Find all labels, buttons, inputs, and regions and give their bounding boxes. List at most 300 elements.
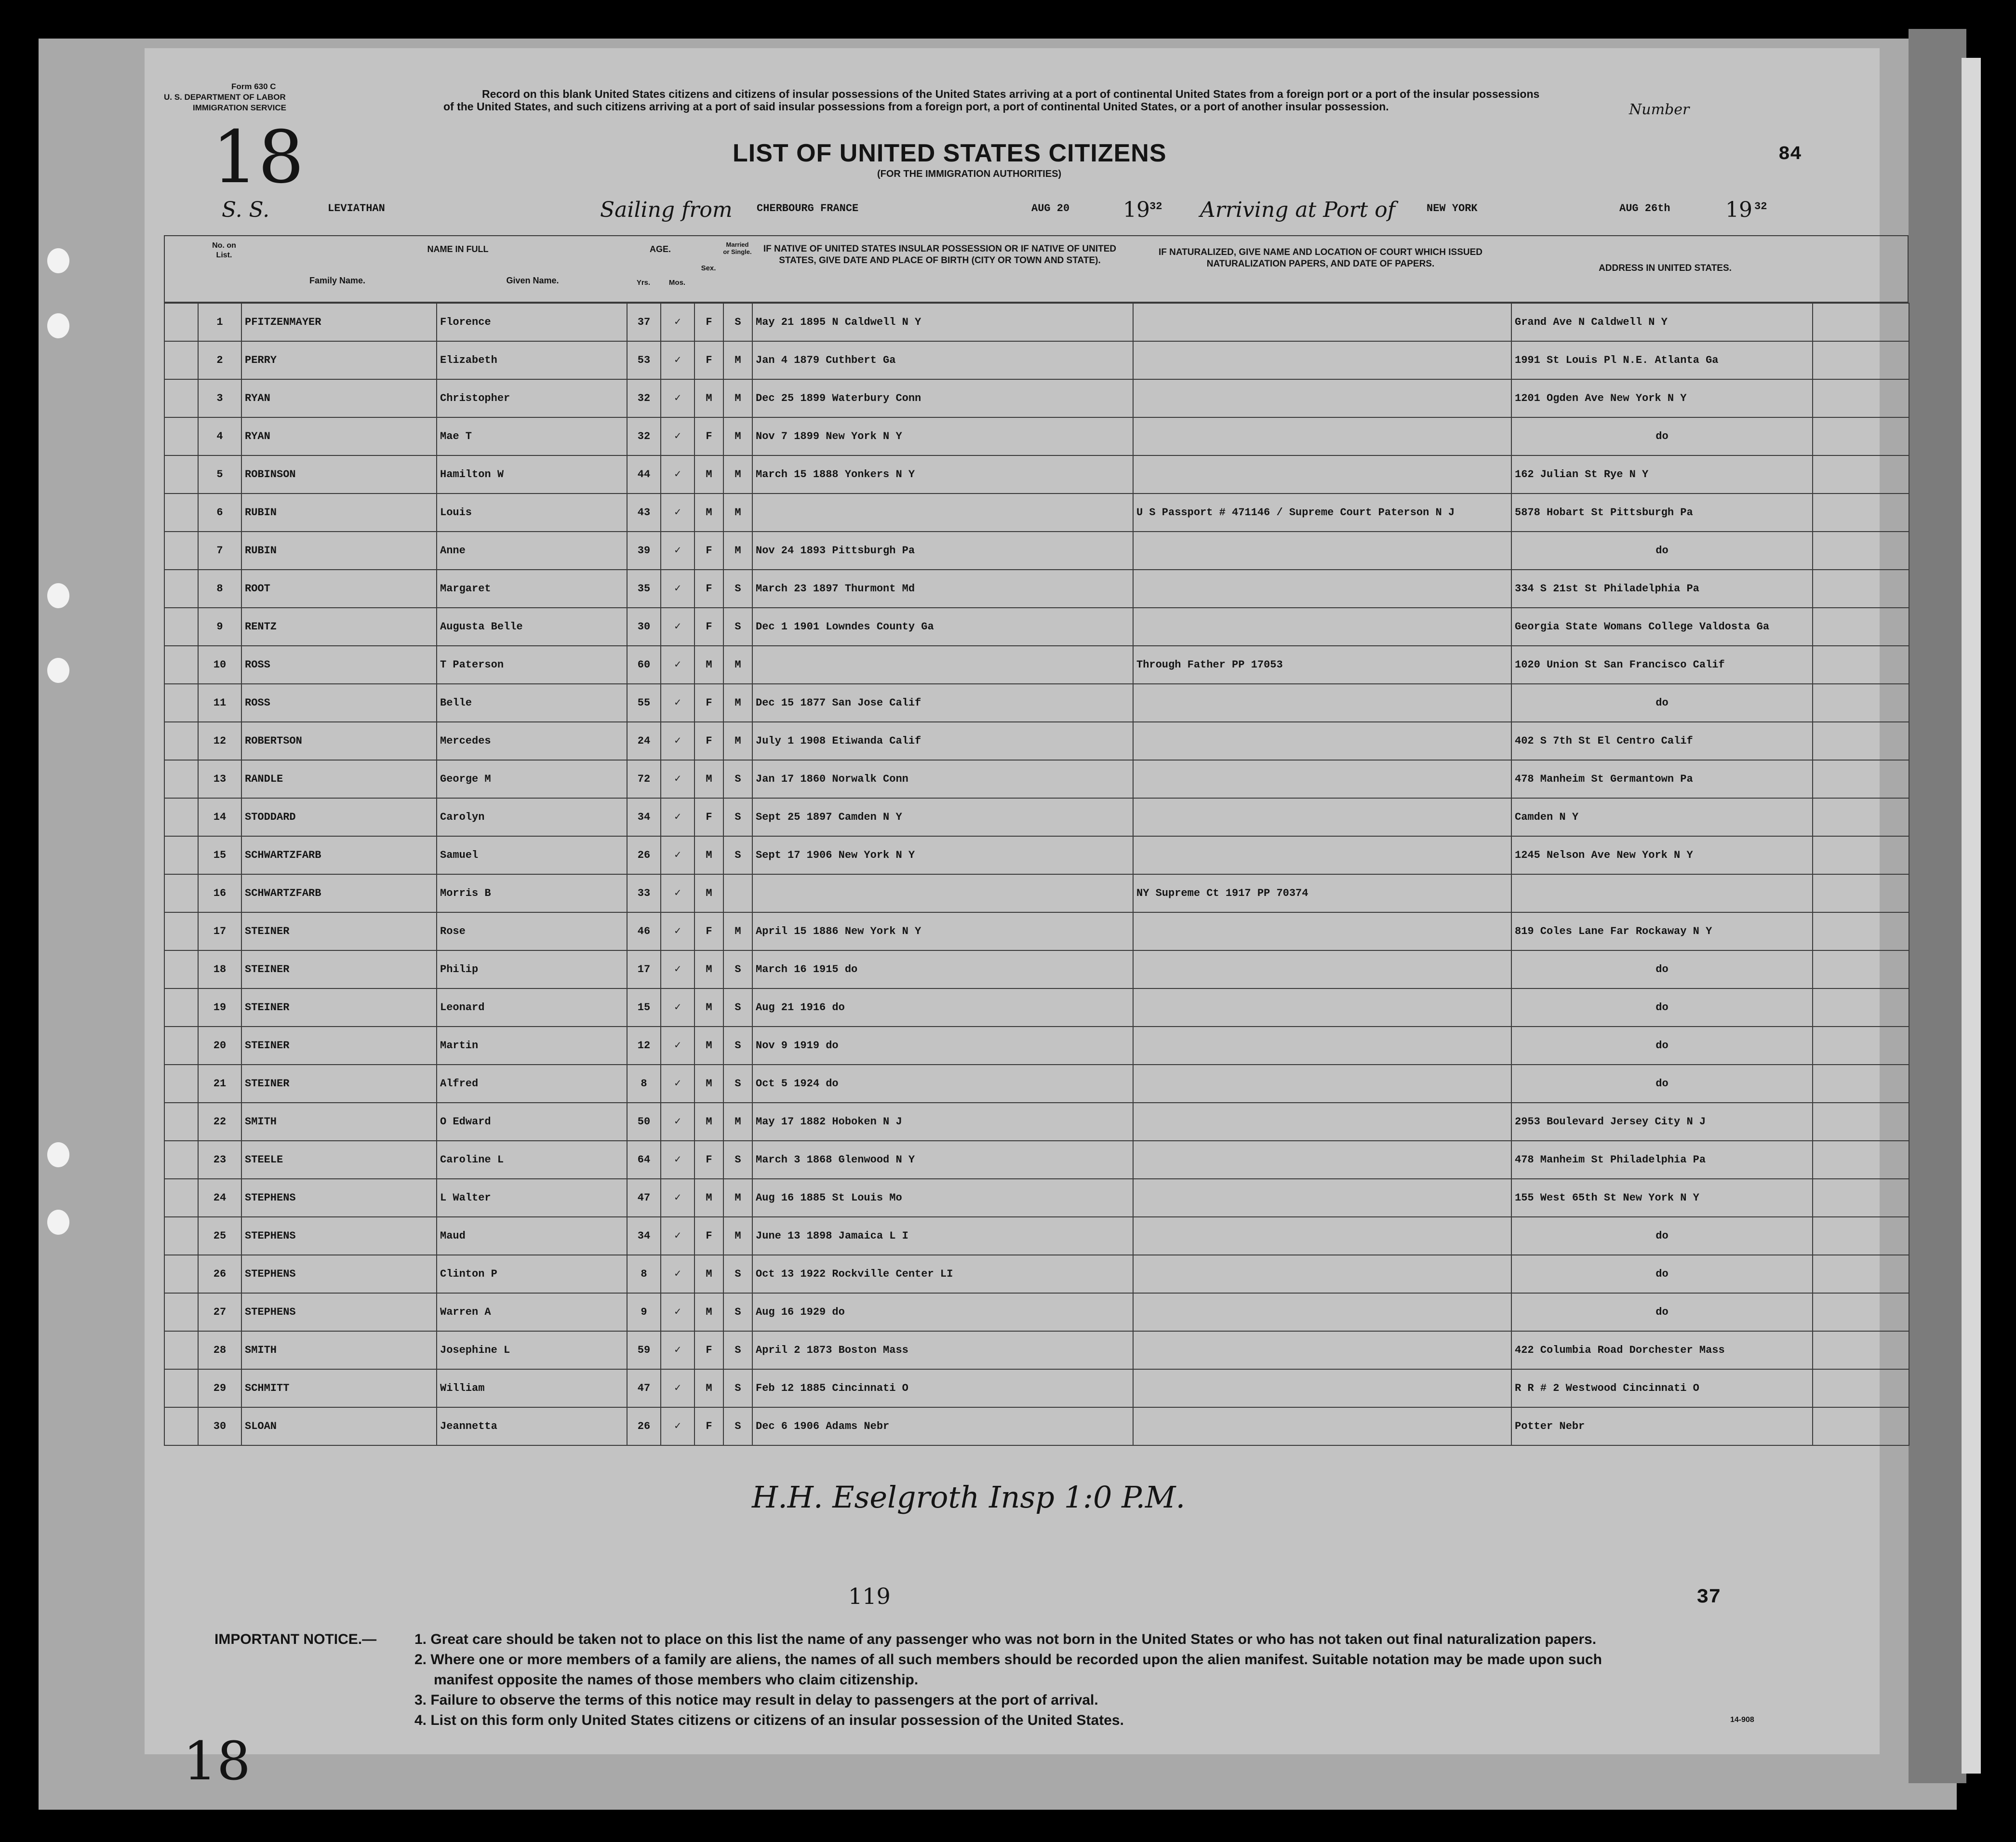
birth-info xyxy=(752,646,1133,684)
row-marker xyxy=(164,1407,198,1445)
table-row xyxy=(164,836,1909,874)
birth-info: Dec 25 1899 Waterbury Conn xyxy=(752,379,1133,417)
table-row xyxy=(164,532,1909,570)
form-code: 14-908 xyxy=(1730,1716,1754,1724)
given-name: Rose xyxy=(437,912,627,950)
sex: F xyxy=(694,1407,723,1445)
row-marker xyxy=(164,1255,198,1293)
marital-status: M xyxy=(723,455,752,494)
page-edge xyxy=(1909,29,1966,1783)
naturalization-info xyxy=(1133,608,1511,646)
table-row xyxy=(164,1217,1909,1255)
blank-column xyxy=(1813,494,1909,532)
table-row xyxy=(164,1027,1909,1065)
binder-hole xyxy=(47,658,69,683)
row-number: 16 xyxy=(198,874,241,912)
row-number: 7 xyxy=(198,532,241,570)
ss-label: S. S. xyxy=(222,198,270,222)
sex: M xyxy=(694,1293,723,1331)
naturalization-info xyxy=(1133,532,1511,570)
birth-info: Jan 17 1860 Norwalk Conn xyxy=(752,760,1133,798)
row-marker xyxy=(164,379,198,417)
family-name: ROSS xyxy=(241,646,437,684)
row-marker xyxy=(164,1217,198,1255)
address: 155 West 65th St New York N Y xyxy=(1511,1179,1813,1217)
family-name: STEINER xyxy=(241,912,437,950)
sex: M xyxy=(694,988,723,1027)
sex: F xyxy=(694,684,723,722)
given-name: Maud xyxy=(437,1217,627,1255)
table-row xyxy=(164,1369,1909,1407)
naturalization-info xyxy=(1133,417,1511,455)
age-months: ✓ xyxy=(661,836,694,874)
table-row xyxy=(164,417,1909,455)
number-label: Number xyxy=(1629,101,1690,118)
age-years: 30 xyxy=(627,608,661,646)
birth-info: Dec 6 1906 Adams Nebr xyxy=(752,1407,1133,1445)
sex: F xyxy=(694,798,723,836)
count-mark: 119 xyxy=(848,1583,891,1609)
marital-status: M xyxy=(723,417,752,455)
marital-status: S xyxy=(723,1255,752,1293)
table-row xyxy=(164,1331,1909,1369)
sex: F xyxy=(694,532,723,570)
age-months: ✓ xyxy=(661,1103,694,1141)
naturalization-info xyxy=(1133,341,1511,379)
sex: M xyxy=(694,1369,723,1407)
row-number: 11 xyxy=(198,684,241,722)
given-name: Christopher xyxy=(437,379,627,417)
family-name: STEINER xyxy=(241,1065,437,1103)
age-years: 33 xyxy=(627,874,661,912)
row-marker xyxy=(164,532,198,570)
family-name: SCHWARTZFARB xyxy=(241,874,437,912)
age-years: 60 xyxy=(627,646,661,684)
intro-text: Record on this blank United States citizens and citizens of insular possessions of the United States arriving at a port of continental United States from a foreign port or a port of the insular possessions of the United States, and such citizens arriving at a port of said insular possessions from a foreign port, a port of continental United States, or a port of another insular possession. xyxy=(443,88,1540,113)
blank-column xyxy=(1813,798,1909,836)
address: 478 Manheim St Philadelphia Pa xyxy=(1511,1141,1813,1179)
age-years: 46 xyxy=(627,912,661,950)
birth-info xyxy=(752,494,1133,532)
age-years: 55 xyxy=(627,684,661,722)
age-months: ✓ xyxy=(661,455,694,494)
given-name: Josephine L xyxy=(437,1331,627,1369)
table-row xyxy=(164,988,1909,1027)
naturalization-info xyxy=(1133,950,1511,988)
age-years: 8 xyxy=(627,1065,661,1103)
blank-column xyxy=(1813,760,1909,798)
blank-column xyxy=(1813,722,1909,760)
family-name: SMITH xyxy=(241,1331,437,1369)
naturalization-info xyxy=(1133,988,1511,1027)
marital-status: M xyxy=(723,646,752,684)
address: 402 S 7th St El Centro Calif xyxy=(1511,722,1813,760)
naturalization-info xyxy=(1133,684,1511,722)
birth-info: March 3 1868 Glenwood N Y xyxy=(752,1141,1133,1179)
naturalization-info xyxy=(1133,1407,1511,1445)
address: 422 Columbia Road Dorchester Mass xyxy=(1511,1331,1813,1369)
age-years: 9 xyxy=(627,1293,661,1331)
row-marker xyxy=(164,646,198,684)
given-name: Florence xyxy=(437,303,627,341)
marital-status: S xyxy=(723,760,752,798)
age-months: ✓ xyxy=(661,1217,694,1255)
row-number: 6 xyxy=(198,494,241,532)
arrival-year: 32 xyxy=(1754,200,1767,213)
age-months: ✓ xyxy=(661,1065,694,1103)
sex: F xyxy=(694,303,723,341)
row-marker xyxy=(164,836,198,874)
age-months: ✓ xyxy=(661,874,694,912)
family-name: SCHWARTZFARB xyxy=(241,836,437,874)
address: do xyxy=(1511,1293,1813,1331)
address: do xyxy=(1511,1217,1813,1255)
family-name: STEPHENS xyxy=(241,1179,437,1217)
row-number: 29 xyxy=(198,1369,241,1407)
row-number: 18 xyxy=(198,950,241,988)
row-marker xyxy=(164,950,198,988)
table-row xyxy=(164,1065,1909,1103)
family-name: ROOT xyxy=(241,570,437,608)
corner-mark: 18 xyxy=(183,1730,251,1792)
age-years: 47 xyxy=(627,1179,661,1217)
age-years: 26 xyxy=(627,1407,661,1445)
sex: F xyxy=(694,912,723,950)
age-years: 44 xyxy=(627,455,661,494)
birth-info: Dec 15 1877 San Jose Calif xyxy=(752,684,1133,722)
header-age: AGE. xyxy=(649,244,671,254)
row-marker xyxy=(164,494,198,532)
row-number: 24 xyxy=(198,1179,241,1217)
marital-status: S xyxy=(723,570,752,608)
given-name: Caroline L xyxy=(437,1141,627,1179)
table-row xyxy=(164,1141,1909,1179)
birth-info xyxy=(752,874,1133,912)
age-months: ✓ xyxy=(661,341,694,379)
age-years: 72 xyxy=(627,760,661,798)
birth-info: April 15 1886 New York N Y xyxy=(752,912,1133,950)
given-name: Mae T xyxy=(437,417,627,455)
birth-info: May 21 1895 N Caldwell N Y xyxy=(752,303,1133,341)
sex: F xyxy=(694,1331,723,1369)
row-number: 8 xyxy=(198,570,241,608)
table-row xyxy=(164,341,1909,379)
table-row xyxy=(164,646,1909,684)
page-title: LIST OF UNITED STATES CITIZENS xyxy=(733,139,1167,167)
table-row xyxy=(164,1103,1909,1141)
notice-3: 3. Failure to observe the terms of this notice may result in delay to passengers at the port of arrival. xyxy=(414,1692,1098,1708)
marital-status: S xyxy=(723,798,752,836)
age-months: ✓ xyxy=(661,417,694,455)
birth-info: Dec 1 1901 Lowndes County Ga xyxy=(752,608,1133,646)
age-years: 39 xyxy=(627,532,661,570)
age-years: 35 xyxy=(627,570,661,608)
passenger-total: 37 xyxy=(1696,1586,1721,1609)
marital-status: M xyxy=(723,1217,752,1255)
naturalization-info xyxy=(1133,1217,1511,1255)
address: do xyxy=(1511,950,1813,988)
blank-column xyxy=(1813,455,1909,494)
sex: M xyxy=(694,1027,723,1065)
birth-info: Nov 9 1919 do xyxy=(752,1027,1133,1065)
table-row xyxy=(164,1179,1909,1217)
sex: M xyxy=(694,494,723,532)
family-name: RUBIN xyxy=(241,532,437,570)
family-name: RENTZ xyxy=(241,608,437,646)
row-marker xyxy=(164,1369,198,1407)
blank-column xyxy=(1813,912,1909,950)
row-marker xyxy=(164,570,198,608)
blank-column xyxy=(1813,1369,1909,1407)
age-months: ✓ xyxy=(661,608,694,646)
family-name: ROBINSON xyxy=(241,455,437,494)
sex: F xyxy=(694,722,723,760)
address: do xyxy=(1511,1065,1813,1103)
given-name: Elizabeth xyxy=(437,341,627,379)
address: do xyxy=(1511,1027,1813,1065)
header-birth: IF NATIVE OF UNITED STATES INSULAR POSSESSION OR IF NATIVE OF UNITED STATES, GIVE DATE AND PLACE OF BIRTH (CITY OR TOWN AND STATE). xyxy=(763,244,1117,266)
row-number: 14 xyxy=(198,798,241,836)
birth-info: Aug 16 1929 do xyxy=(752,1293,1133,1331)
family-name: STEELE xyxy=(241,1141,437,1179)
sex: M xyxy=(694,1065,723,1103)
notice-2: 2. Where one or more members of a family are aliens, the names of all such members should be recorded upon the alien manifest. Suitable notation may be made upon such xyxy=(414,1652,1602,1668)
marital-status: S xyxy=(723,1293,752,1331)
age-years: 34 xyxy=(627,1217,661,1255)
marital-status: M xyxy=(723,379,752,417)
address: Georgia State Womans College Valdosta Ga xyxy=(1511,608,1813,646)
header-naturalization: IF NATURALIZED, GIVE NAME AND LOCATION OF COURT WHICH ISSUED NATURALIZATION PAPERS, AND DATE OF PAPERS. xyxy=(1158,247,1482,269)
blank-column xyxy=(1813,1141,1909,1179)
marital-status: M xyxy=(723,494,752,532)
address: 1245 Nelson Ave New York N Y xyxy=(1511,836,1813,874)
naturalization-info xyxy=(1133,798,1511,836)
row-number: 23 xyxy=(198,1141,241,1179)
birth-info: July 1 1908 Etiwanda Calif xyxy=(752,722,1133,760)
blank-column xyxy=(1813,950,1909,988)
naturalization-info: Through Father PP 17053 xyxy=(1133,646,1511,684)
given-name: Margaret xyxy=(437,570,627,608)
given-name: Leonard xyxy=(437,988,627,1027)
age-months: ✓ xyxy=(661,532,694,570)
marital-status: M xyxy=(723,341,752,379)
binder-hole xyxy=(47,313,69,338)
row-number: 30 xyxy=(198,1407,241,1445)
binder-hole xyxy=(47,248,69,273)
given-name: Morris B xyxy=(437,874,627,912)
marital-status: M xyxy=(723,1179,752,1217)
age-years: 26 xyxy=(627,836,661,874)
naturalization-info xyxy=(1133,836,1511,874)
birth-info: May 17 1882 Hoboken N J xyxy=(752,1103,1133,1141)
birth-info: Nov 7 1899 New York N Y xyxy=(752,417,1133,455)
header-married: Married or Single. xyxy=(723,241,752,255)
marital-status: M xyxy=(723,532,752,570)
address: 334 S 21st St Philadelphia Pa xyxy=(1511,570,1813,608)
row-marker xyxy=(164,1065,198,1103)
table-row xyxy=(164,684,1909,722)
row-number: 22 xyxy=(198,1103,241,1141)
family-name: STEINER xyxy=(241,950,437,988)
given-name: Warren A xyxy=(437,1293,627,1331)
row-number: 27 xyxy=(198,1293,241,1331)
row-number: 1 xyxy=(198,303,241,341)
row-number: 2 xyxy=(198,341,241,379)
family-name: SLOAN xyxy=(241,1407,437,1445)
given-name: Hamilton W xyxy=(437,455,627,494)
given-name: Martin xyxy=(437,1027,627,1065)
naturalization-info xyxy=(1133,912,1511,950)
table-row xyxy=(164,570,1909,608)
departure-date: AUG 20 xyxy=(1031,202,1070,214)
sex: M xyxy=(694,836,723,874)
given-name: Jeannetta xyxy=(437,1407,627,1445)
given-name: Philip xyxy=(437,950,627,988)
blank-column xyxy=(1813,1027,1909,1065)
age-months: ✓ xyxy=(661,303,694,341)
given-name: O Edward xyxy=(437,1103,627,1141)
naturalization-info xyxy=(1133,722,1511,760)
age-months: ✓ xyxy=(661,760,694,798)
table-row xyxy=(164,760,1909,798)
table-row xyxy=(164,798,1909,836)
age-months: ✓ xyxy=(661,1331,694,1369)
sex: F xyxy=(694,570,723,608)
table-row xyxy=(164,950,1909,988)
marital-status: M xyxy=(723,722,752,760)
family-name: SMITH xyxy=(241,1103,437,1141)
table-row xyxy=(164,1293,1909,1331)
age-years: 24 xyxy=(627,722,661,760)
row-number: 9 xyxy=(198,608,241,646)
header-no: No. on List. xyxy=(212,241,236,259)
blank-column xyxy=(1813,1103,1909,1141)
table-row xyxy=(164,912,1909,950)
marital-status: S xyxy=(723,1407,752,1445)
naturalization-info: NY Supreme Ct 1917 PP 70374 xyxy=(1133,874,1511,912)
blank-column xyxy=(1813,1407,1909,1445)
birth-info: Aug 21 1916 do xyxy=(752,988,1133,1027)
age-years: 12 xyxy=(627,1027,661,1065)
blank-column xyxy=(1813,1065,1909,1103)
age-months: ✓ xyxy=(661,1407,694,1445)
marital-status: S xyxy=(723,1065,752,1103)
age-years: 37 xyxy=(627,303,661,341)
age-months: ✓ xyxy=(661,684,694,722)
binder-hole xyxy=(47,583,69,608)
row-marker xyxy=(164,874,198,912)
naturalization-info xyxy=(1133,379,1511,417)
naturalization-info xyxy=(1133,760,1511,798)
given-name: George M xyxy=(437,760,627,798)
row-number: 17 xyxy=(198,912,241,950)
header-name-in-full: NAME IN FULL xyxy=(427,244,489,254)
family-name: STEPHENS xyxy=(241,1255,437,1293)
birth-info: Aug 16 1885 St Louis Mo xyxy=(752,1179,1133,1217)
naturalization-info xyxy=(1133,1065,1511,1103)
blank-column xyxy=(1813,646,1909,684)
age-years: 59 xyxy=(627,1331,661,1369)
age-years: 32 xyxy=(627,417,661,455)
notice-title: IMPORTANT NOTICE.— xyxy=(214,1631,377,1647)
marital-status: S xyxy=(723,950,752,988)
given-name: L Walter xyxy=(437,1179,627,1217)
address: 1020 Union St San Francisco Calif xyxy=(1511,646,1813,684)
marital-status: S xyxy=(723,608,752,646)
family-name: PFITZENMAYER xyxy=(241,303,437,341)
address: do xyxy=(1511,1255,1813,1293)
sex: M xyxy=(694,1255,723,1293)
address: R R # 2 Westwood Cincinnati O xyxy=(1511,1369,1813,1407)
page-number: 84 xyxy=(1778,144,1802,165)
row-marker xyxy=(164,1293,198,1331)
row-marker xyxy=(164,760,198,798)
row-number: 3 xyxy=(198,379,241,417)
family-name: PERRY xyxy=(241,341,437,379)
marital-status xyxy=(723,874,752,912)
sex: M xyxy=(694,379,723,417)
row-number: 25 xyxy=(198,1217,241,1255)
row-number: 4 xyxy=(198,417,241,455)
age-months: ✓ xyxy=(661,1255,694,1293)
given-name: Carolyn xyxy=(437,798,627,836)
given-name: Alfred xyxy=(437,1065,627,1103)
address: do xyxy=(1511,988,1813,1027)
family-name: ROSS xyxy=(241,684,437,722)
sex: M xyxy=(694,1103,723,1141)
family-name: RYAN xyxy=(241,379,437,417)
address: 819 Coles Lane Far Rockaway N Y xyxy=(1511,912,1813,950)
family-name: STEPHENS xyxy=(241,1293,437,1331)
department-label: U. S. DEPARTMENT OF LABOR xyxy=(164,93,286,102)
age-months: ✓ xyxy=(661,379,694,417)
row-marker xyxy=(164,798,198,836)
arriving-label: Arriving at Port of xyxy=(1200,198,1396,222)
row-marker xyxy=(164,1141,198,1179)
family-name: ROBERTSON xyxy=(241,722,437,760)
notice-1: 1. Great care should be taken not to place on this list the name of any passenger who was not born in the United States or who has not taken out final naturalization papers. xyxy=(414,1631,1597,1647)
age-months: ✓ xyxy=(661,722,694,760)
row-marker xyxy=(164,417,198,455)
blank-column xyxy=(1813,532,1909,570)
address: 162 Julian St Rye N Y xyxy=(1511,455,1813,494)
birth-info: Sept 25 1897 Camden N Y xyxy=(752,798,1133,836)
age-months: ✓ xyxy=(661,1369,694,1407)
blank-column xyxy=(1813,379,1909,417)
birth-info: Jan 4 1879 Cuthbert Ga xyxy=(752,341,1133,379)
birth-info: April 2 1873 Boston Mass xyxy=(752,1331,1133,1369)
row-number: 20 xyxy=(198,1027,241,1065)
ship-name: LEVIATHAN xyxy=(328,202,385,214)
arrival-port: NEW YORK xyxy=(1427,202,1478,214)
given-name: T Paterson xyxy=(437,646,627,684)
naturalization-info: U S Passport # 471146 / Supreme Court Paterson N J xyxy=(1133,494,1511,532)
birth-info: March 15 1888 Yonkers N Y xyxy=(752,455,1133,494)
blank-column xyxy=(1813,303,1909,341)
marital-status: S xyxy=(723,988,752,1027)
row-marker xyxy=(164,1103,198,1141)
notice-2-cont: manifest opposite the names of those members who claim citizenship. xyxy=(434,1672,919,1688)
passenger-table xyxy=(164,303,1909,1446)
family-name: RANDLE xyxy=(241,760,437,798)
given-name: Louis xyxy=(437,494,627,532)
family-name: RUBIN xyxy=(241,494,437,532)
header-sex: Sex. xyxy=(701,264,716,272)
naturalization-info xyxy=(1133,1255,1511,1293)
sex: F xyxy=(694,341,723,379)
page-subtitle: (FOR THE IMMIGRATION AUTHORITIES) xyxy=(877,169,1062,179)
family-name: STEINER xyxy=(241,1027,437,1065)
